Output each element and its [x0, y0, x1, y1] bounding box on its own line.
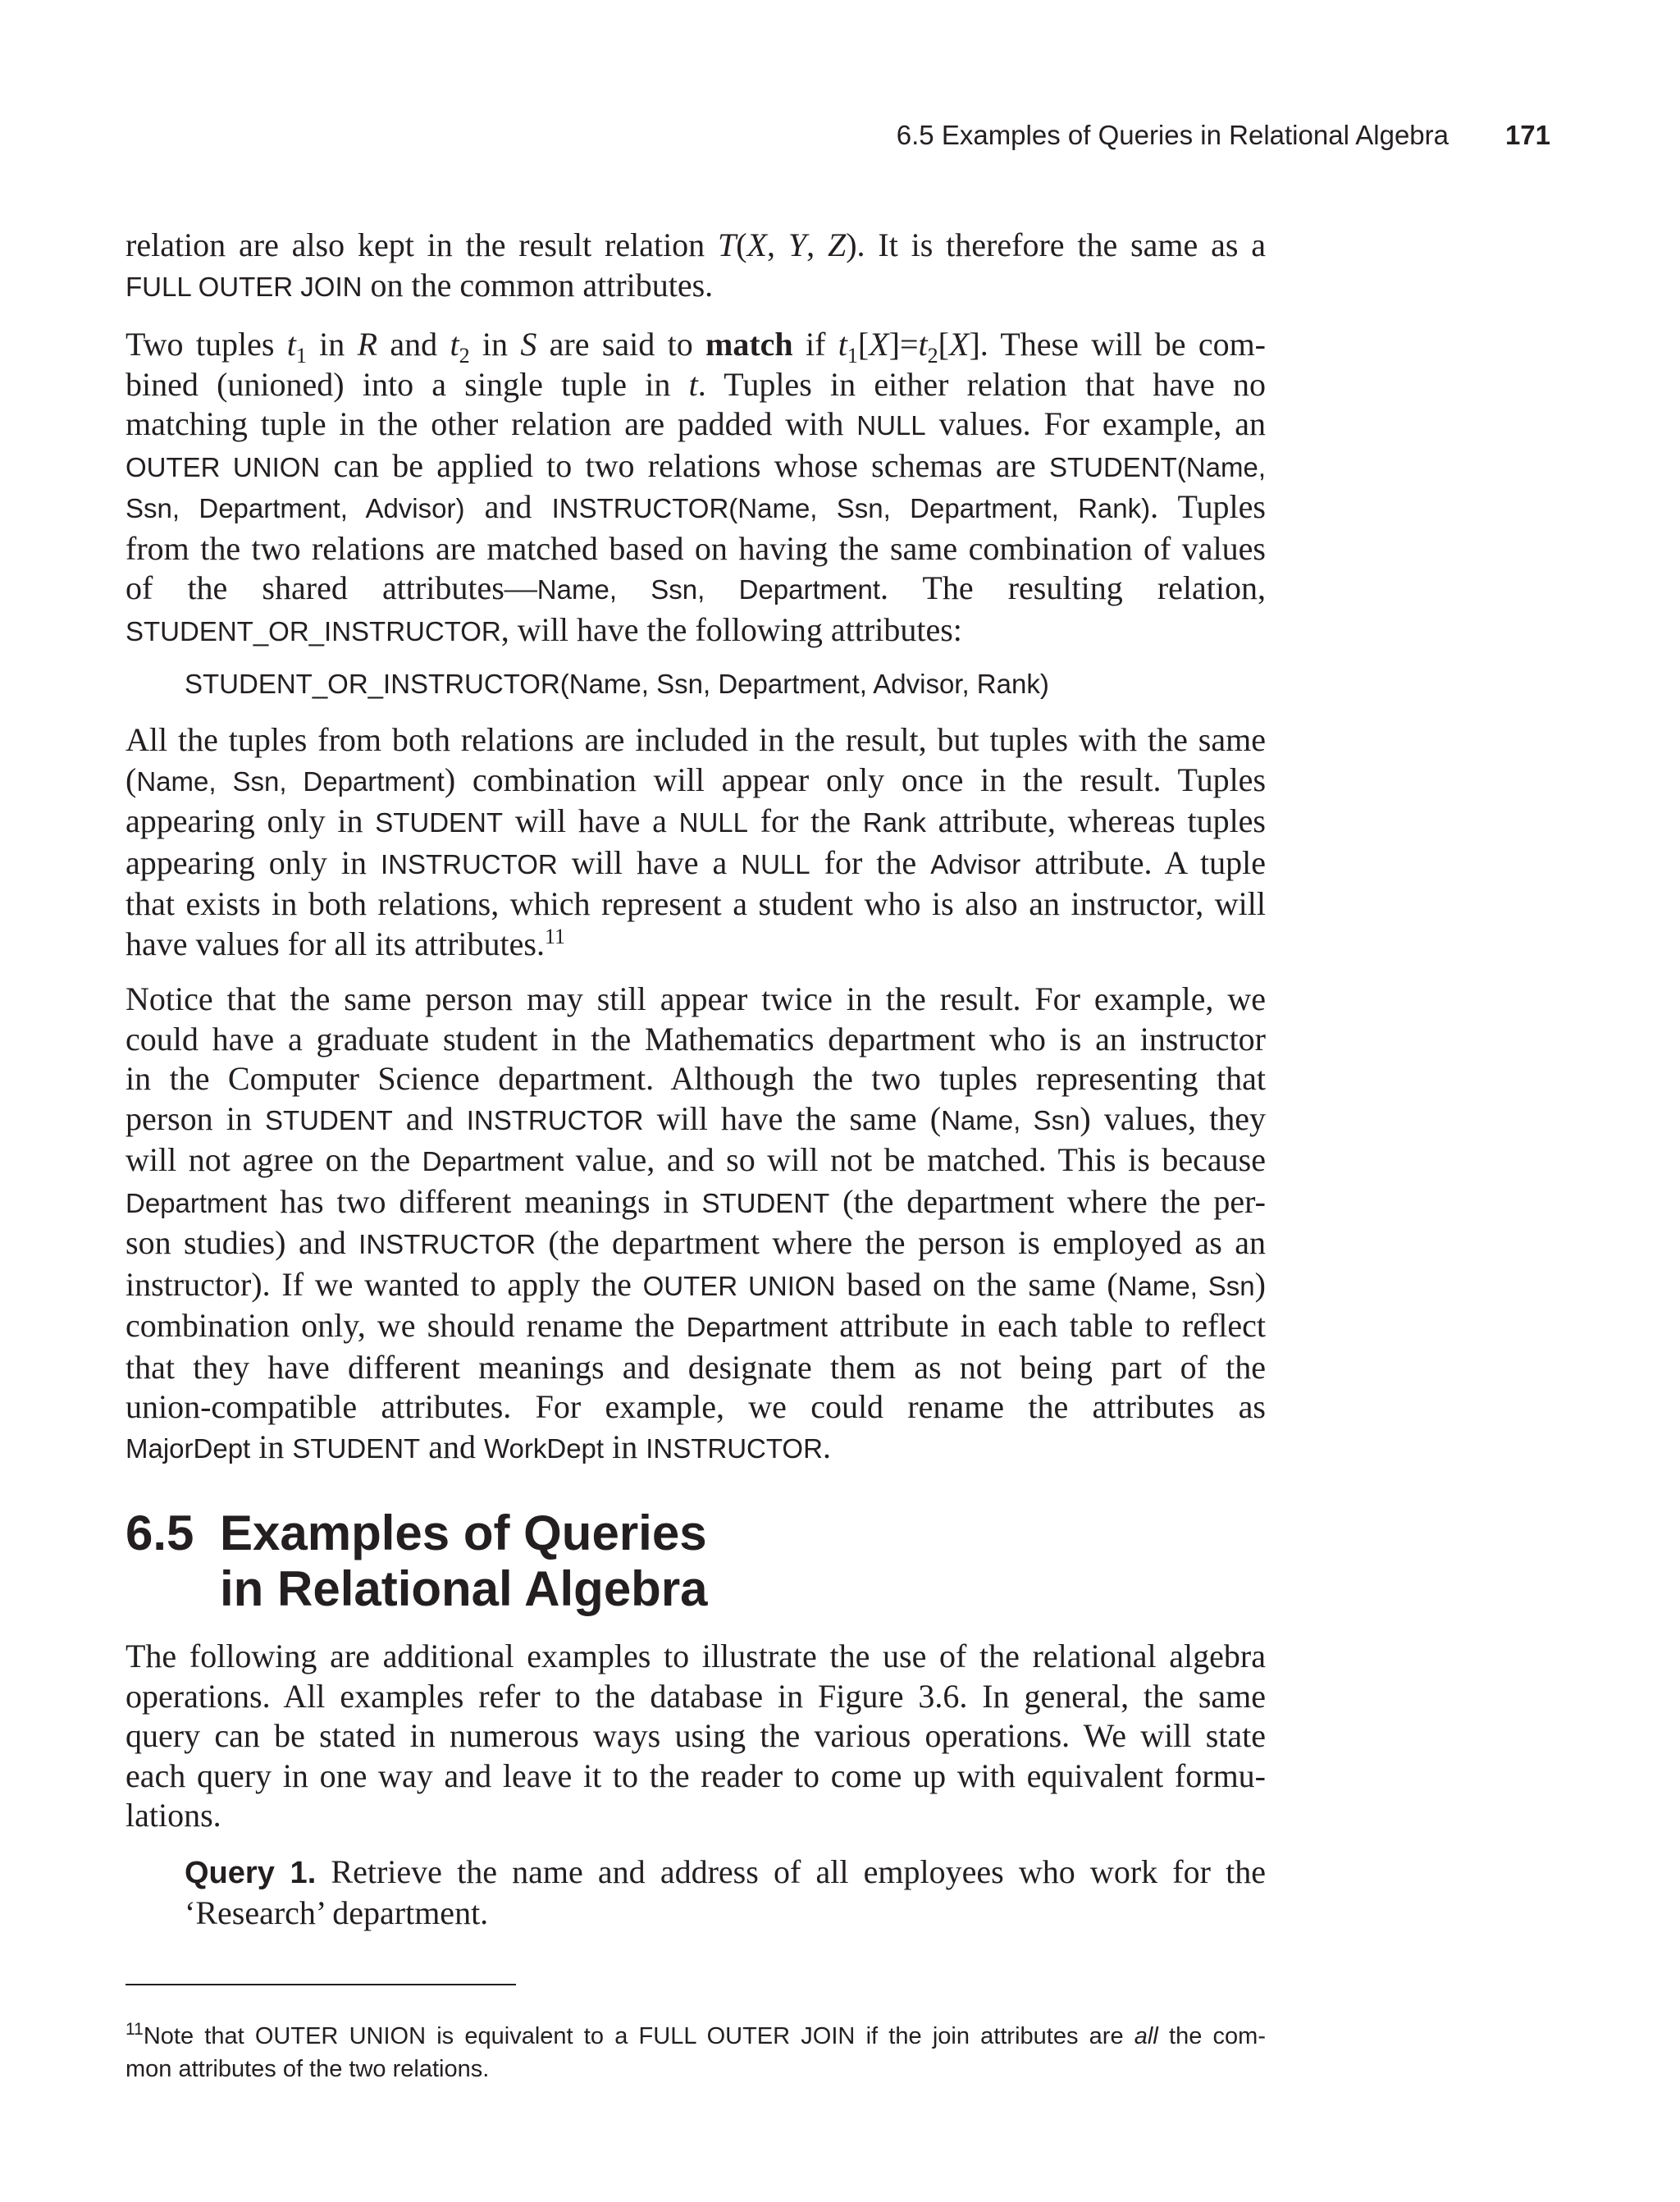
paragraph-2: Two tuples $t_1$ in R and $t_2$ in S are said to match if $t_1[X]=t_2[X]$. These will be com- bined (unioned) into a single tuple in t. Tuples in either relation that have no matching tuple in the other relation are padded with NULL values. For example, an OUTER UNION can be applied to two relations whose schemas are STUDENT(Name, Ssn, Department, Advisor) and INSTRUCTOR(Name, Ssn, Department, Rank). Tuples from the two relations are matched based on having the same combination of values of the shared attributes—Name, Ssn, Department. The resulting relation, STUDENT_OR_INSTRUCTOR, will have the following attributes: — [126, 326, 1267, 648]
paragraph-4: Notice that the same person may still appear twice in the result. For example, we could have a graduate student in the Mathematics department who is an instructor in the Computer Science department. Although the two tuples representing that person in STUDENT and INSTRUCTOR will have the same (Name, Ssn) values, they will not agree on the Department value, and so will not be matched. This is because Department has two different meanings in STUDENT (the department where the per- son studies) and INSTRUCTOR (the department where the person is employed as an instructor). If we wanted to apply the OUTER UNION based on the same (Name, Ssn) combination only, we should rename the Department attribute in each table to reflect that they have different meanings and designate them as not being part of the union-compatible attributes. For example, we could rename the attributes as MajorDept in STUDENT and WorkDept in INSTRUCTOR. — [126, 980, 1266, 1465]
footnote-ref: 11 — [544, 924, 566, 948]
paragraph-1: relation are also kept in the result relation T(X, Y, Z). It is therefore the same as a FULL OUTER JOIN on the common attributes. — [126, 226, 1267, 304]
footnote-number: 11 — [126, 2020, 144, 2039]
page-number: 171 — [1504, 120, 1550, 150]
query-label: Query 1. — [185, 1856, 317, 1890]
section-number: 6.5 — [126, 1505, 194, 1560]
display-schema: STUDENT_OR_INSTRUCTOR(Name, Ssn, Department, Advisor, Rank) — [185, 669, 1049, 699]
running-head: 6.5 Examples of Queries in Relational Algebra — [896, 120, 1449, 150]
footnote-rule — [126, 1984, 516, 1985]
section-heading — [126, 1505, 708, 1617]
section-title-line2: in Relational Algebra — [220, 1561, 708, 1616]
paragraph-3: All the tuples from both relations are included in the result, but tuples with the same (Name, Ssn, Department) combination will appear only once in the result. Tuples appearing only in STUDENT will have a NULL for the Rank attribute, whereas tuples appearing only in INSTRUCTOR will have a NULL for the Advisor attribute. A tuple that exists in both relations, which represent a student who is also an instructor, will have values for all its attributes.$^{11}$ — [126, 721, 1267, 962]
page-header — [853, 120, 1550, 161]
section-title-line1: Examples of Queries — [220, 1505, 707, 1560]
paragraph-5: The following are additional examples to illustrate the use of the relational algebra operations. All examples refer to the database in Figure 3.6. In general, the same query can be stated in numerous ways using the various operations. We will state each query in one way and leave it to the reader to come up with equivalent formu- lations. — [126, 1638, 1266, 1834]
footnote: $^{11}$Note that OUTER UNION is equivalent to a FULL OUTER JOIN if the join attributes are all the com- mon attributes of the two relations. — [126, 2020, 1266, 2082]
query-1: Query 1. Retrieve the name and address of all employees who work for the ‘Research’ department. — [185, 1853, 1266, 1931]
